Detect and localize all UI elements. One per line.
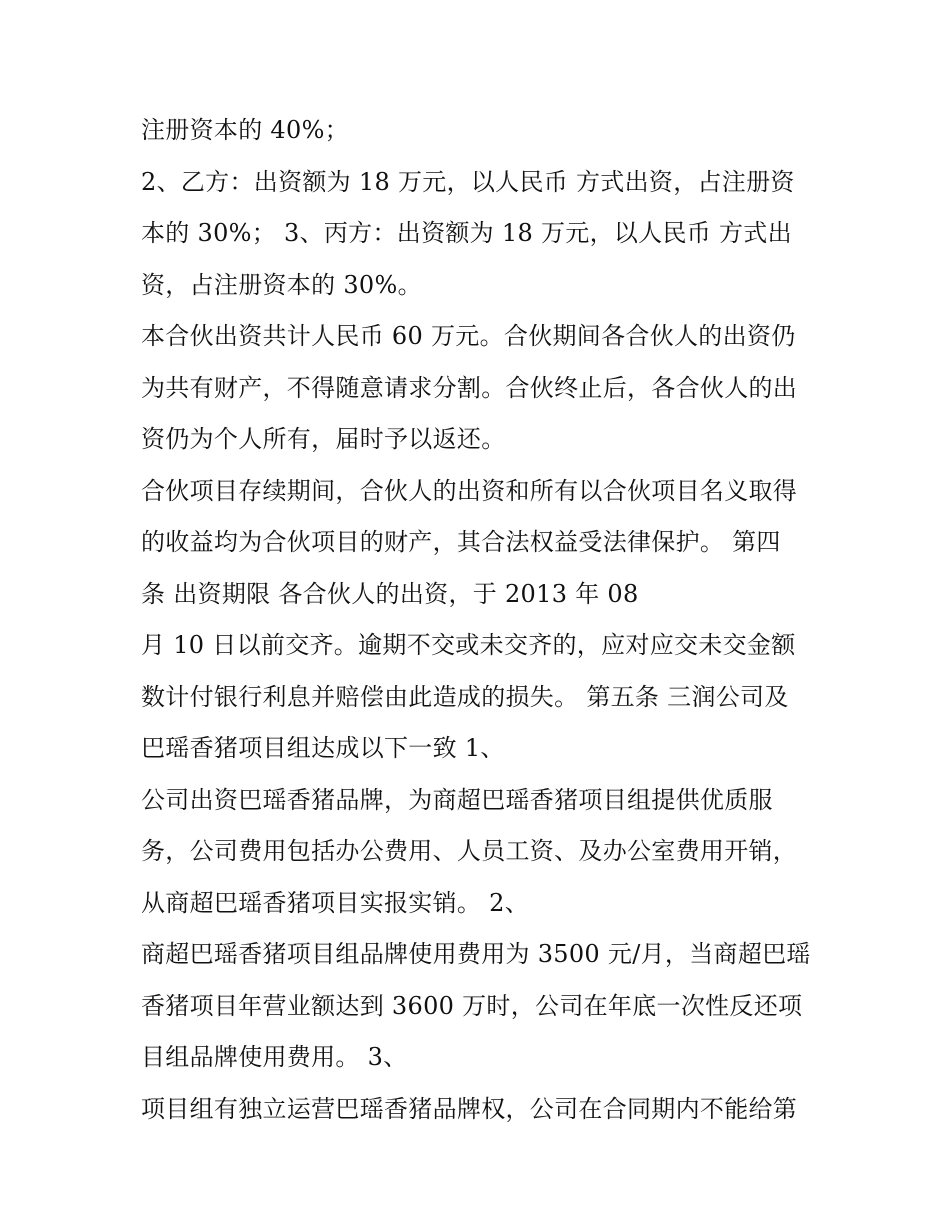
text-line: 香猪项目年营业额达到 3600 万时，公司在年底一次性反还项: [141, 991, 803, 1020]
text-line: 资，占注册资本的 30%。: [141, 270, 422, 299]
text-line: 巴瑶香猪项目组达成以下一致 1、: [141, 734, 505, 762]
text-line: 月 10 日以前交齐。逾期不交或未交齐的，应对应交未交金额: [141, 631, 796, 659]
text-line: 本的 30%； 3、丙方：出资额为 18 万元，以人民币 方式出: [141, 219, 792, 247]
text-line: 本合伙出资共计人民币 60 万元。合伙期间各合伙人的出资仍: [141, 322, 796, 350]
text-line: 商超巴瑶香猪项目组品牌使用费用为 3500 元/月，当商超巴瑶: [141, 940, 811, 968]
text-line: 2、乙方：出资额为 18 万元，以人民币 方式出资，占注册资: [141, 167, 795, 196]
text-line: 条 出资期限 各合伙人的出资，于 2013 年 08: [141, 579, 639, 608]
text-line: 务，公司费用包括办公费用、人员工资、及办公室费用开销，: [141, 837, 798, 865]
text-line: 为共有财产，不得随意请求分割。合伙终止后，各合伙人的出: [141, 373, 798, 402]
document-body: [141, 112, 831, 1142]
text-line: 从商超巴瑶香猪项目实报实销。 2、: [141, 888, 529, 917]
text-line: 项目组有独立运营巴瑶香猪品牌权，公司在合同期内不能给第: [141, 1094, 798, 1123]
text-line: 公司出资巴瑶香猪品牌，为商超巴瑶香猪项目组提供优质服: [141, 785, 773, 814]
text-line: 数计付银行利息并赔偿由此造成的损失。 第五条 三润公司及: [141, 682, 789, 711]
text-line: 的收益均为合伙项目的财产，其合法权益受法律保护。 第四: [141, 528, 781, 556]
text-line: 注册资本的 40%；: [141, 116, 349, 144]
text-line: 资仍为个人所有，届时予以返还。: [141, 425, 506, 453]
text-line: 目组品牌使用费用。 3、: [141, 1043, 408, 1071]
text-line: 合伙项目存续期间，合伙人的出资和所有以合伙项目名义取得: [141, 476, 798, 505]
